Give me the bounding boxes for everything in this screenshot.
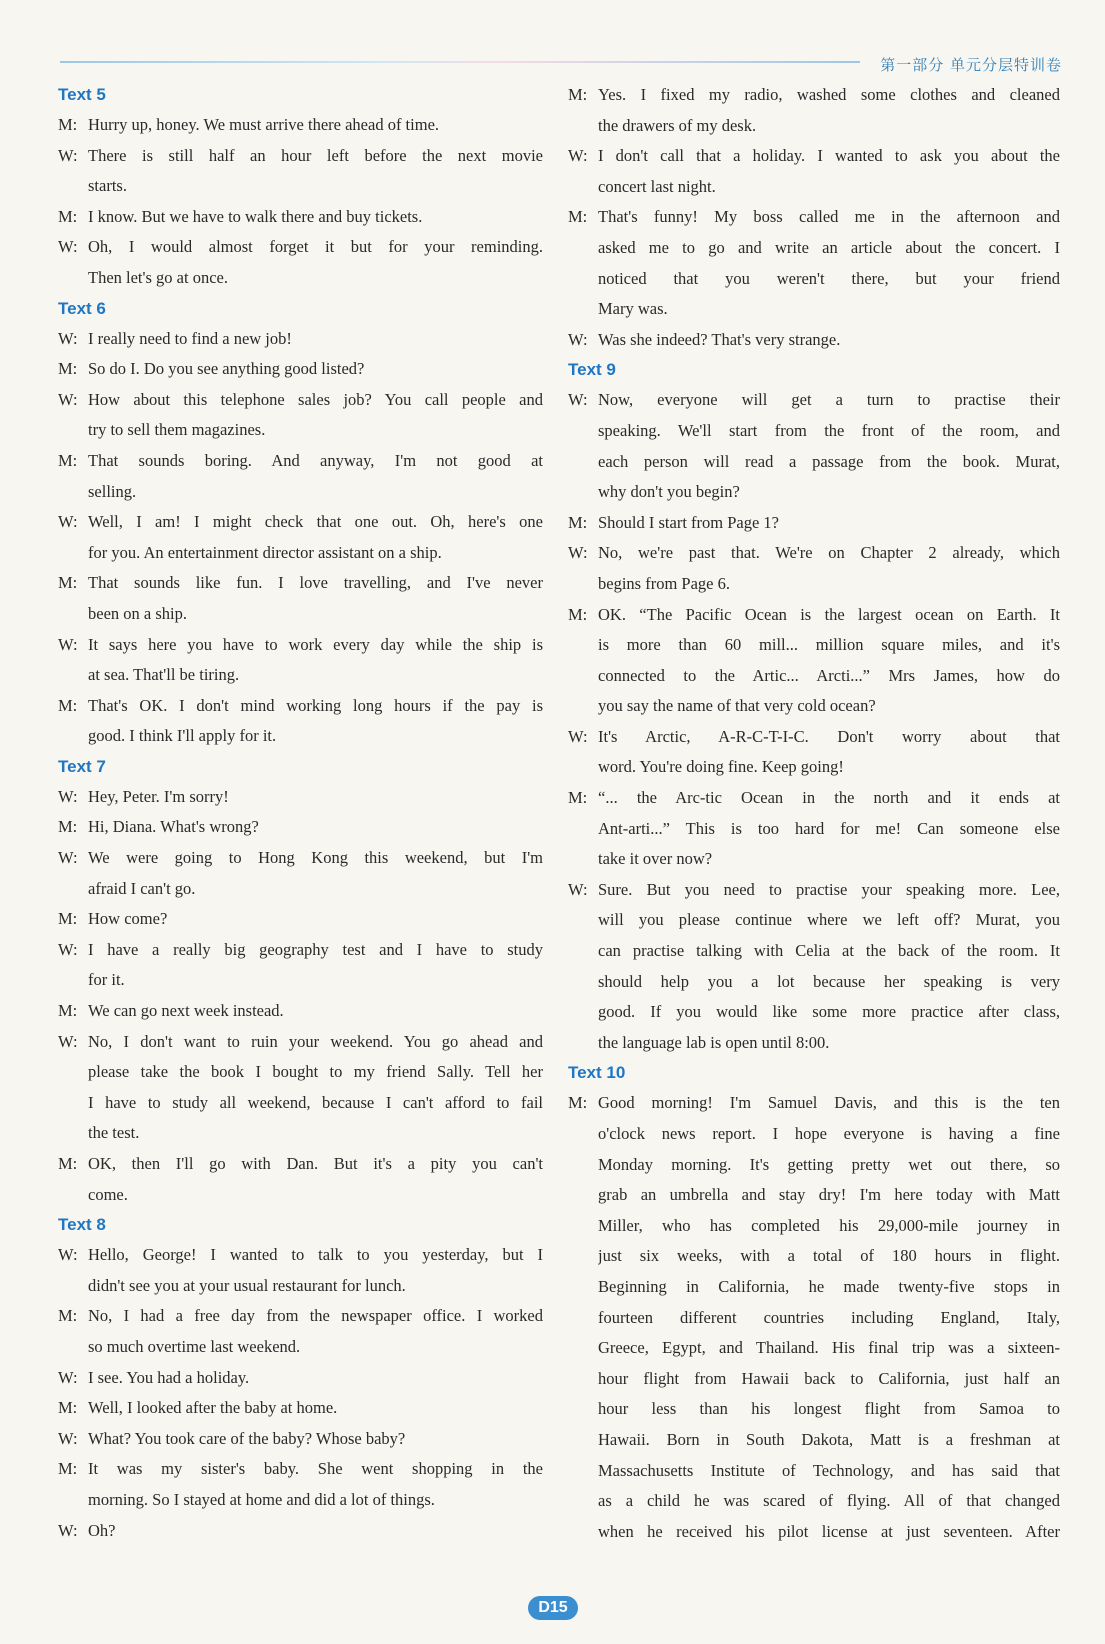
dialogue-line [568, 385, 1060, 416]
dialogue-line [568, 1425, 1060, 1456]
speaker-label: W: [568, 543, 588, 563]
speaker-label: M: [58, 817, 78, 837]
dialogue-line [568, 569, 1060, 600]
dialogue-line [568, 233, 1060, 264]
dialogue-line [58, 1485, 543, 1516]
speaker-label: W: [58, 1520, 78, 1540]
dialogue-text: I have a really big geography test and I have to study [88, 939, 543, 959]
speaker-label: W: [58, 848, 78, 868]
dialogue-text: afraid I can't go. [88, 878, 196, 898]
speaker-label: W: [58, 1031, 78, 1051]
dialogue-text: good. If you would like some more practice after class, [598, 1002, 1060, 1022]
dialogue-line [58, 415, 543, 446]
dialogue-line [568, 997, 1060, 1028]
dialogue-text: been on a ship. [88, 603, 187, 623]
speaker-label: M: [58, 206, 78, 226]
dialogue-line [58, 812, 543, 843]
dialogue-line [568, 936, 1060, 967]
dialogue-line [58, 507, 543, 538]
dialogue-line [568, 752, 1060, 783]
dialogue-text: What? You took care of the baby? Whose baby? [88, 1428, 406, 1448]
dialogue-line [58, 171, 543, 202]
dialogue-text: Now, everyone will get a turn to practise their [598, 390, 1060, 410]
dialogue-text: morning. So I stayed at home and did a lot of things. [88, 1489, 435, 1509]
dialogue-line [568, 477, 1060, 508]
dialogue-text: I see. You had a holiday. [88, 1367, 250, 1387]
speaker-label: M: [58, 1398, 78, 1418]
section-heading: Text 9 [568, 360, 616, 380]
dialogue-text: as a child he was scared of flying. All of that changed [598, 1491, 1060, 1511]
dialogue-text: That sounds like fun. I love travelling, and I've never [88, 573, 543, 593]
dialogue-text: why don't you begin? [598, 482, 740, 502]
dialogue-line [58, 1271, 543, 1302]
speaker-label: M: [568, 512, 588, 532]
dialogue-line [58, 354, 543, 385]
speaker-label: W: [58, 237, 78, 257]
dialogue-text: you say the name of that very cold ocean? [598, 696, 876, 716]
dialogue-text: It says here you have to work every day while the ship is [88, 634, 543, 654]
dialogue-line [58, 1424, 543, 1455]
dialogue-line [58, 691, 543, 722]
dialogue-line [568, 783, 1060, 814]
dialogue-text: the language lab is open until 8:00. [598, 1032, 830, 1052]
dialogue-text: hour less than his longest flight from Samoa to [598, 1399, 1060, 1419]
speaker-label: W: [568, 329, 588, 349]
dialogue-text: How come? [88, 909, 168, 929]
header-title: 第一部分 单元分层特训卷 [880, 56, 1062, 74]
dialogue-line [568, 141, 1060, 172]
dialogue-text: come. [88, 1184, 128, 1204]
dialogue-text: Mary was. [598, 299, 668, 319]
dialogue-line [58, 385, 543, 416]
dialogue-line [568, 1150, 1060, 1181]
dialogue-line [568, 661, 1060, 692]
dialogue-line [568, 691, 1060, 722]
dialogue-line [58, 477, 543, 508]
speaker-label: M: [58, 115, 78, 134]
speaker-label: M: [58, 359, 78, 379]
dialogue-text: concert last night. [598, 176, 716, 196]
dialogue-line [58, 1454, 543, 1485]
dialogue-line [58, 568, 543, 599]
dialogue-line [58, 1180, 543, 1211]
dialogue-text: asked me to go and write an article about the concert. I [598, 237, 1060, 257]
dialogue-line [568, 875, 1060, 906]
dialogue-line [568, 1272, 1060, 1303]
dialogue-line [568, 1241, 1060, 1272]
dialogue-line [568, 538, 1060, 569]
speaker-label: M: [568, 604, 588, 624]
dialogue-line [568, 1028, 1060, 1059]
dialogue-line [58, 630, 543, 661]
dialogue-line [568, 844, 1060, 875]
dialogue-line [568, 1456, 1060, 1487]
dialogue-line [58, 141, 543, 172]
speaker-label: W: [58, 634, 78, 654]
page-number: D15 [528, 1596, 578, 1620]
dialogue-text: starts. [88, 176, 127, 196]
dialogue-text: That sounds boring. And anyway, I'm not good at [88, 450, 543, 470]
dialogue-line [58, 202, 543, 233]
speaker-label: W: [58, 1245, 78, 1265]
dialogue-text: didn't see you at your usual restaurant for lunch. [88, 1275, 406, 1295]
speaker-label: M: [58, 573, 78, 593]
dialogue-line [58, 660, 543, 691]
dialogue-line [568, 294, 1060, 325]
speaker-label: M: [568, 207, 588, 227]
left-column [58, 80, 543, 1546]
speaker-label: M: [58, 1306, 78, 1326]
dialogue-line [58, 965, 543, 996]
dialogue-text: o'clock news report. I hope everyone is having a fine [598, 1124, 1060, 1143]
speaker-label: W: [58, 1367, 78, 1387]
dialogue-line [568, 600, 1060, 631]
dialogue-text: noticed that you weren't there, but your friend [598, 268, 1060, 288]
speaker-label: M: [568, 85, 588, 104]
dialogue-text: OK, then I'll go with Dan. But it's a pity you can't [88, 1154, 543, 1173]
dialogue-text: can practise talking with Celia at the back of the room. It [598, 941, 1060, 961]
dialogue-line [58, 1393, 543, 1424]
dialogue-line [568, 264, 1060, 295]
dialogue-text: the drawers of my desk. [598, 115, 757, 135]
dialogue-text: Well, I looked after the baby at home. [88, 1398, 338, 1418]
dialogue-text: Should I start from Page 1? [598, 512, 780, 532]
dialogue-line [568, 325, 1060, 356]
dialogue-line [568, 80, 1060, 111]
dialogue-text: It was my sister's baby. She went shopping in the [88, 1459, 543, 1479]
dialogue-text: will you please continue where we left off? Murat, you [598, 910, 1060, 930]
dialogue-line [568, 172, 1060, 203]
section-heading: Text 10 [568, 1063, 626, 1083]
dialogue-line [58, 1027, 543, 1058]
speaker-label: W: [58, 939, 78, 959]
dialogue-line [58, 843, 543, 874]
dialogue-text: Well, I am! I might check that one out. Oh, here's one [88, 512, 543, 532]
dialogue-text: “... the Arc-tic Ocean in the north and it ends at [598, 788, 1060, 808]
dialogue-line [58, 1057, 543, 1088]
dialogue-text: so much overtime last weekend. [88, 1336, 301, 1356]
dialogue-line [568, 111, 1060, 142]
dialogue-line [58, 232, 543, 263]
dialogue-line [58, 1301, 543, 1332]
dialogue-line [568, 508, 1060, 539]
dialogue-text: just six weeks, with a total of 180 hours in flight. [598, 1246, 1060, 1266]
speaker-label: W: [58, 145, 78, 165]
dialogue-text: Hey, Peter. I'm sorry! [88, 786, 229, 806]
speaker-label: W: [568, 390, 588, 410]
speaker-label: M: [58, 695, 78, 715]
dialogue-text: take it over now? [598, 849, 713, 869]
dialogue-line [58, 935, 543, 966]
dialogue-text: try to sell them magazines. [88, 420, 266, 440]
dialogue-text: I have to study all weekend, because I can't afford to fail [88, 1092, 543, 1112]
dialogue-text: We were going to Hong Kong this weekend, but I'm [88, 848, 543, 868]
dialogue-text: Ant-arti...” This is too hard for me! Can someone else [598, 818, 1060, 838]
dialogue-line [568, 1211, 1060, 1242]
speaker-label: W: [568, 879, 588, 899]
dialogue-text: fourteen different countries including England, Italy, [598, 1307, 1060, 1327]
dialogue-text: hour flight from Hawaii back to California, just half an [598, 1368, 1060, 1388]
speaker-label: W: [568, 726, 588, 746]
dialogue-text: How about this telephone sales job? You call people and [88, 389, 543, 409]
dialogue-line [58, 904, 543, 935]
dialogue-text: No, I don't want to ruin your weekend. You go ahead and [88, 1031, 543, 1051]
dialogue-line [568, 814, 1060, 845]
header-rule [60, 61, 860, 63]
dialogue-line [58, 1149, 543, 1180]
dialogue-line [58, 996, 543, 1027]
dialogue-text: when he received his pilot license at just seventeen. After [598, 1521, 1060, 1541]
speaker-label: M: [568, 788, 588, 808]
section-heading: Text 6 [58, 298, 106, 318]
dialogue-line [58, 538, 543, 569]
dialogue-line [58, 721, 543, 752]
dialogue-line [568, 1119, 1060, 1150]
dialogue-text: Oh, I would almost forget it but for your reminding. [88, 237, 543, 257]
dialogue-text: OK. “The Pacific Ocean is the largest ocean on Earth. It [598, 604, 1060, 624]
dialogue-line [568, 1394, 1060, 1425]
dialogue-text: Yes. I fixed my radio, washed some clothes and cleaned [598, 85, 1060, 104]
dialogue-text: That's OK. I don't mind working long hours if the pay is [88, 695, 543, 715]
dialogue-text: No, we're past that. We're on Chapter 2 already, which [598, 543, 1060, 563]
dialogue-text: good. I think I'll apply for it. [88, 726, 277, 746]
dialogue-text: So do I. Do you see anything good listed? [88, 359, 365, 379]
dialogue-line [58, 1088, 543, 1119]
dialogue-line [568, 1486, 1060, 1517]
section-heading: Text 7 [58, 756, 106, 776]
dialogue-line [568, 1517, 1060, 1548]
dialogue-text: grab an umbrella and stay dry! I'm here today with Matt [598, 1185, 1060, 1205]
dialogue-line [58, 874, 543, 905]
dialogue-text: Hawaii. Born in South Dakota, Matt is a freshman at [598, 1429, 1060, 1449]
dialogue-text: speaking. We'll start from the front of the room, and [598, 420, 1060, 440]
dialogue-line [568, 416, 1060, 447]
dialogue-text: word. You're doing fine. Keep going! [598, 757, 844, 777]
dialogue-line [568, 967, 1060, 998]
dialogue-text: Greece, Egypt, and Thailand. His final trip was a sixteen- [598, 1338, 1060, 1358]
dialogue-text: There is still half an hour left before the next movie [88, 145, 543, 165]
dialogue-text: the test. [88, 1123, 140, 1143]
section-heading: Text 8 [58, 1215, 106, 1235]
speaker-label: M: [568, 1093, 588, 1113]
dialogue-line [58, 1240, 543, 1271]
dialogue-text: for you. An entertainment director assistant on a ship. [88, 542, 442, 562]
dialogue-text: No, I had a free day from the newspaper office. I worked [88, 1306, 543, 1326]
dialogue-line [568, 630, 1060, 661]
dialogue-text: begins from Page 6. [598, 573, 730, 593]
dialogue-text: connected to the Artic... Arcti...” Mrs James, how do [598, 665, 1060, 685]
dialogue-text: selling. [88, 481, 137, 501]
dialogue-line [568, 447, 1060, 478]
dialogue-text: It's Arctic, A-R-C-T-I-C. Don't worry about that [598, 726, 1060, 746]
dialogue-line [58, 1516, 543, 1547]
dialogue-text: Then let's go at once. [88, 267, 228, 287]
dialogue-line [58, 324, 543, 355]
dialogue-line [58, 1363, 543, 1394]
dialogue-line [58, 1332, 543, 1363]
dialogue-line [58, 263, 543, 294]
dialogue-text: please take the book I bought to my friend Sally. Tell her [88, 1062, 543, 1082]
speaker-label: M: [58, 1001, 78, 1021]
speaker-label: W: [58, 328, 78, 348]
dialogue-line [58, 110, 543, 141]
dialogue-line [568, 202, 1060, 233]
dialogue-line [58, 599, 543, 630]
speaker-label: W: [568, 146, 588, 166]
dialogue-text: Hurry up, honey. We must arrive there ahead of time. [88, 115, 440, 134]
speaker-label: W: [58, 786, 78, 806]
speaker-label: W: [58, 1428, 78, 1448]
section-heading: Text 5 [58, 85, 106, 104]
dialogue-text: I really need to find a new job! [88, 328, 292, 348]
dialogue-text: Miller, who has completed his 29,000-mile journey in [598, 1215, 1060, 1235]
dialogue-text: is more than 60 mill... million square miles, and it's [598, 635, 1060, 655]
dialogue-text: Beginning in California, he made twenty-five stops in [598, 1276, 1060, 1296]
dialogue-text: each person will read a passage from the book. Murat, [598, 451, 1060, 471]
dialogue-line [568, 1303, 1060, 1334]
dialogue-text: should help you a lot because her speaking is very [598, 971, 1060, 991]
dialogue-line [58, 1118, 543, 1149]
speaker-label: W: [58, 512, 78, 532]
dialogue-text: Was she indeed? That's very strange. [598, 329, 841, 349]
speaker-label: M: [58, 450, 78, 470]
speaker-label: M: [58, 909, 78, 929]
dialogue-text: Oh? [88, 1520, 116, 1540]
dialogue-text: Monday morning. It's getting pretty wet out there, so [598, 1154, 1060, 1174]
right-column [568, 80, 1060, 1547]
dialogue-text: for it. [88, 970, 125, 990]
dialogue-text: Sure. But you need to practise your speaking more. Lee, [598, 879, 1060, 899]
dialogue-line [58, 782, 543, 813]
dialogue-text: at sea. That'll be tiring. [88, 665, 240, 685]
dialogue-line [58, 446, 543, 477]
dialogue-text: I don't call that a holiday. I wanted to ask you about the [598, 146, 1060, 166]
speaker-label: M: [58, 1459, 78, 1479]
dialogue-line [568, 1180, 1060, 1211]
dialogue-text: That's funny! My boss called me in the afternoon and [598, 207, 1060, 227]
speaker-label: M: [58, 1154, 78, 1173]
dialogue-text: Good morning! I'm Samuel Davis, and this is the ten [598, 1093, 1060, 1113]
dialogue-text: Hello, George! I wanted to talk to you yesterday, but I [88, 1245, 543, 1265]
dialogue-text: I know. But we have to walk there and buy tickets. [88, 206, 423, 226]
dialogue-line [568, 1088, 1060, 1119]
dialogue-line [568, 1364, 1060, 1395]
dialogue-line [568, 905, 1060, 936]
dialogue-text: Hi, Diana. What's wrong? [88, 817, 259, 837]
dialogue-line [568, 1333, 1060, 1364]
dialogue-text: We can go next week instead. [88, 1001, 284, 1021]
speaker-label: W: [58, 389, 78, 409]
dialogue-text: Massachusetts Institute of Technology, and has said that [598, 1460, 1060, 1480]
dialogue-line [568, 722, 1060, 753]
